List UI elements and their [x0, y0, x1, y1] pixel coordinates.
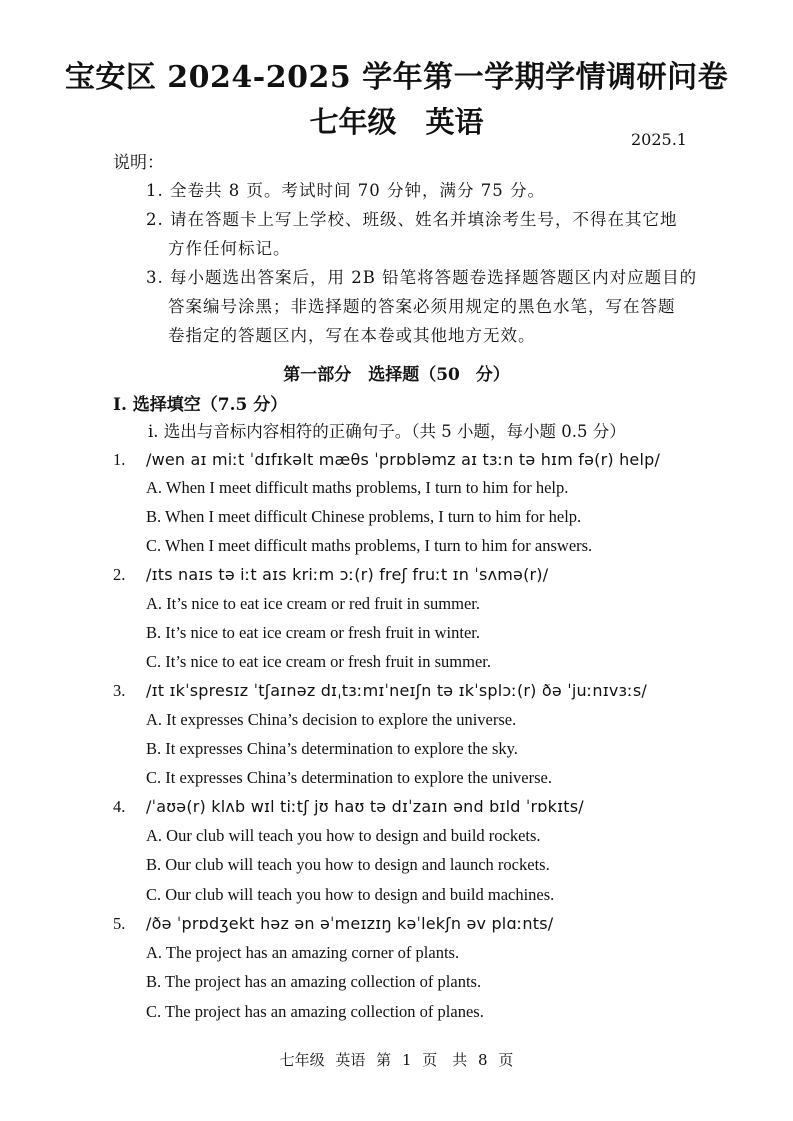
question-phonetic: /ˈaʊə(r) klʌb wɪl tiːtʃ jʊ haʊ tə dɪˈzaɪn ənd bɪld ˈrɒkɪts/	[146, 797, 584, 816]
question-number: 4.	[113, 797, 126, 816]
option-c: C. It’s nice to eat ice cream or fresh fruit in summer.	[146, 652, 492, 671]
section-title: 第一部分 选择题（50 分）	[283, 365, 510, 385]
notes-heading: 说明：	[113, 153, 164, 173]
note-line: 1. 全卷共 8 页。考试时间 70 分钟，满分 75 分。	[146, 181, 545, 200]
option-b: B. Our club will teach you how to design and launch rockets.	[146, 855, 550, 874]
question-number: 1.	[113, 450, 126, 469]
option-a: A. It’s nice to eat ice cream or red fruit in summer.	[146, 594, 481, 613]
page-footer: 七年级 英语 第 1 页 共 8 页	[279, 1051, 514, 1069]
question-phonetic: /ðə ˈprɒdʒekt həz ən əˈmeɪzɪŋ kəˈlekʃn əv plɑːnts/	[146, 914, 554, 933]
question-phonetic: /ɪts naɪs tə iːt aɪs kriːm ɔː(r) freʃ fruːt ɪn ˈsʌmə(r)/	[146, 565, 549, 584]
option-b: B. It expresses China’s determination to explore the sky.	[146, 739, 518, 758]
option-a: A. The project has an amazing corner of plants.	[146, 943, 460, 962]
note-line: 方作任何标记。	[168, 239, 291, 258]
note-line: 2. 请在答题卡上写上学校、班级、姓名并填涂考生号，不得在其它地	[146, 210, 678, 229]
document-title: 宝安区 2024-2025 学年第一学期学情调研问卷	[64, 60, 729, 95]
question-number: 3.	[113, 681, 126, 700]
note-line: 3. 每小题选出答案后，用 2B 铅笔将答题卷选择题答题区内对应题目的	[146, 268, 698, 287]
option-c: C. The project has an amazing collection of planes.	[146, 1002, 484, 1021]
option-a: A. When I meet difficult maths problems, I turn to him for help.	[146, 478, 569, 497]
option-a: A. Our club will teach you how to design and build rockets.	[146, 826, 541, 845]
option-a: A. It expresses China’s decision to explore the universe.	[146, 710, 517, 729]
question-number: 5.	[113, 914, 126, 933]
note-line: 卷指定的答题区内，写在本卷或其他地方无效。	[168, 326, 536, 345]
document-subtitle: 七年级 英语	[309, 105, 484, 139]
option-b: B. The project has an amazing collection of plants.	[146, 972, 482, 991]
part-instruction: i. 选出与音标内容相符的正确句子。（共 5 小题，每小题 0.5 分）	[148, 422, 626, 441]
part-title: I. 选择填空（7.5 分）	[113, 395, 288, 415]
question-phonetic: /ɪt ɪkˈspresɪz ˈtʃaɪnəz dɪˌtɜːmɪˈneɪʃn tə ɪkˈsplɔː(r) ðə ˈjuːnɪvɜːs/	[146, 681, 647, 700]
question-phonetic: /wen aɪ miːt ˈdɪfɪkəlt mæθs ˈprɒbləmz aɪ tɜːn tə hɪm fə(r) help/	[146, 450, 661, 469]
exam-date: 2025.1	[631, 130, 687, 149]
note-line: 答案编号涂黑；非选择题的答案必须用规定的黑色水笔，写在答题	[168, 297, 676, 316]
option-c: C. When I meet difficult maths problems, I turn to him for answers.	[146, 536, 593, 555]
option-c: C. Our club will teach you how to design and build machines.	[146, 885, 555, 904]
option-c: C. It expresses China’s determination to explore the universe.	[146, 768, 552, 787]
option-b: B. It’s nice to eat ice cream or fresh fruit in winter.	[146, 623, 481, 642]
question-number: 2.	[113, 565, 126, 584]
option-b: B. When I meet difficult Chinese problems, I turn to him for help.	[146, 507, 582, 526]
